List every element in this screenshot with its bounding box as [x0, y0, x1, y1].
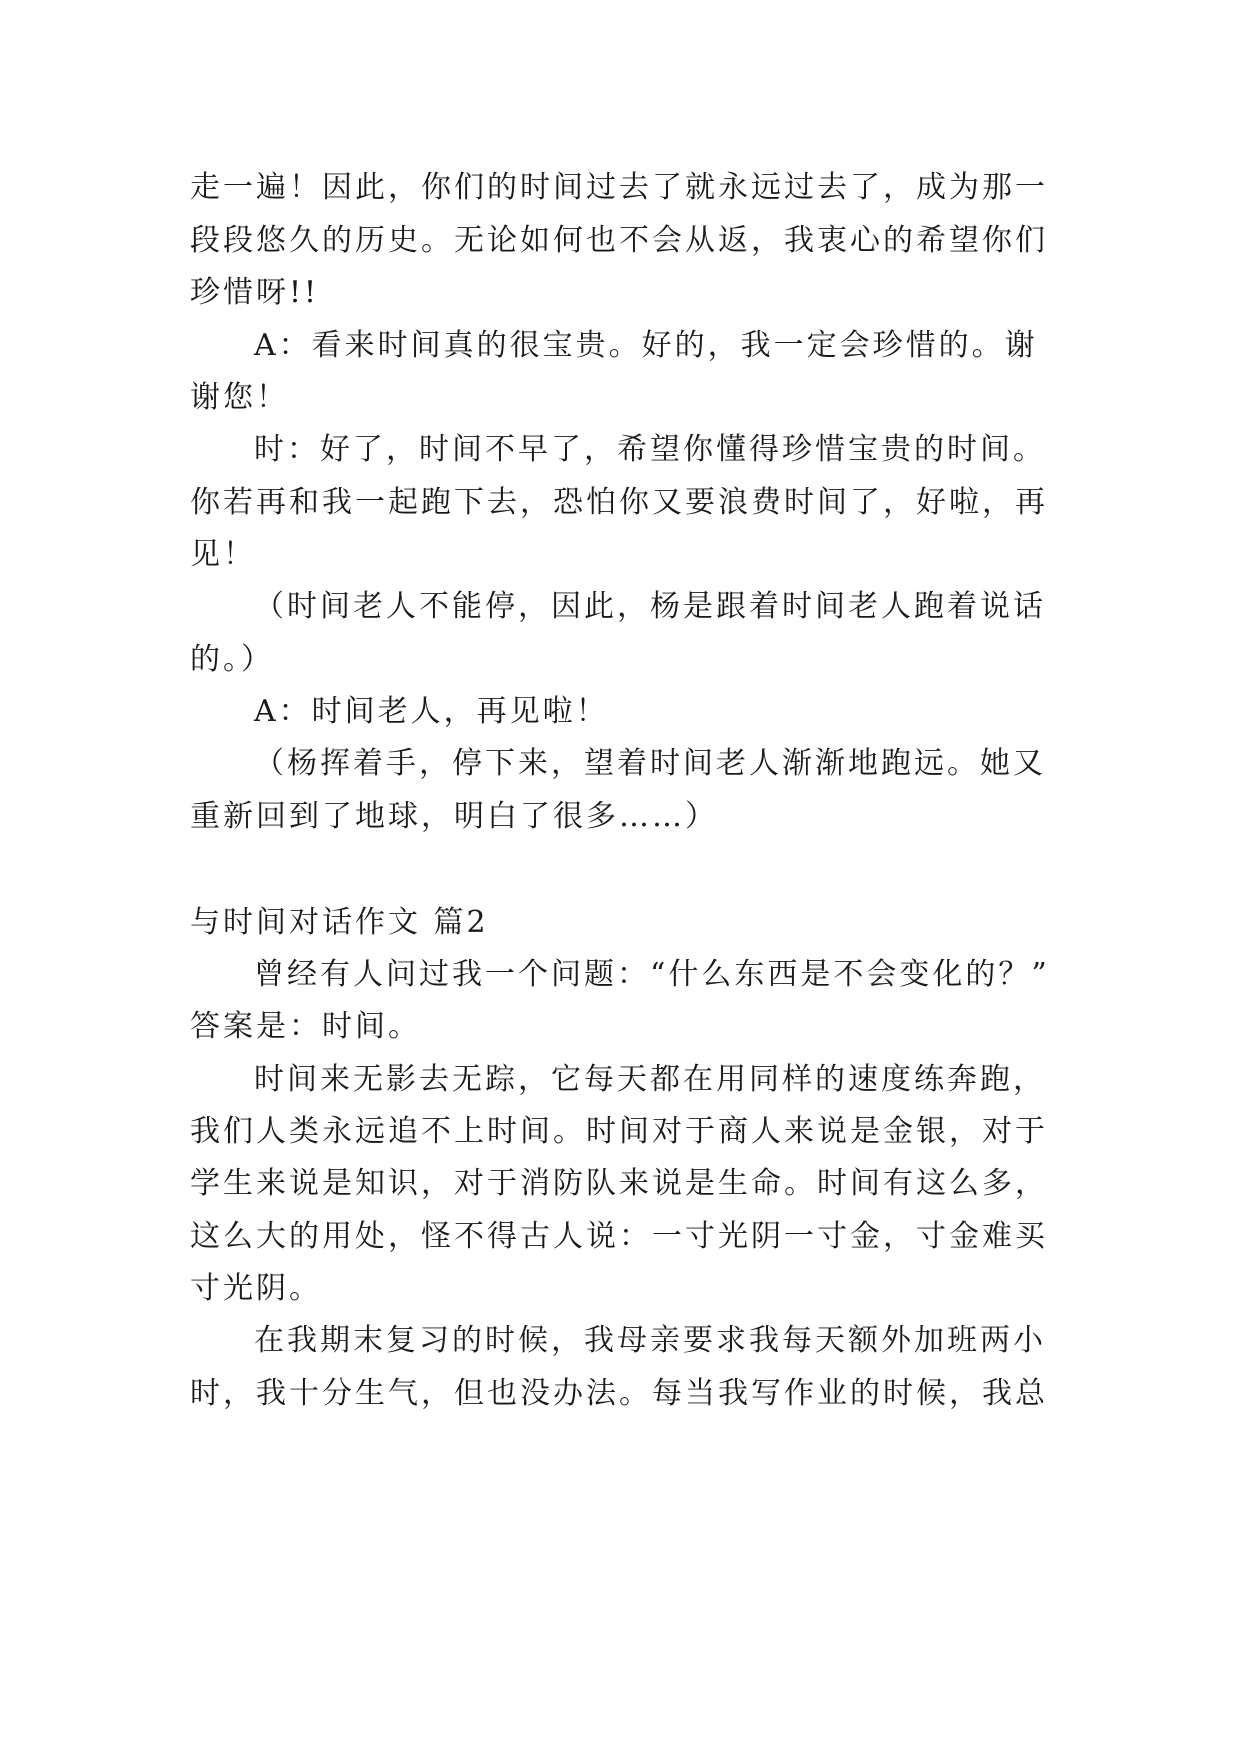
text-line: 段段悠久的历史。无论如何也不会从返，我衷心的希望你们	[190, 223, 1048, 258]
text-line: 珍惜呀!!	[190, 275, 320, 310]
text-line: 寸光阴。	[190, 1271, 322, 1306]
text-line: A：时间老人，再见啦！	[254, 694, 609, 729]
text-line: 谢您！	[190, 380, 289, 415]
text-line: 走一遍！因此，你们的时间过去了就永远过去了，成为那一	[190, 170, 1048, 205]
text-line: （杨挥着手，停下来，望着时间老人渐渐地跑远。她又	[254, 746, 1046, 781]
text-line: 这么大的用处，怪不得古人说：一寸光阴一寸金，寸金难买	[190, 1219, 1048, 1254]
text-line: 我们人类永远追不上时间。时间对于商人来说是金银，对于	[190, 1114, 1048, 1149]
text-line: 的。）	[190, 642, 274, 677]
text-line: 时，我十分生气，但也没办法。每当我写作业的时候，我总	[190, 1376, 1048, 1411]
text-line: A：看来时间真的很宝贵。好的，我一定会珍惜的。谢	[254, 328, 1038, 363]
text-line: 重新回到了地球，明白了很多……）	[190, 799, 718, 834]
text-line: 曾经有人问过我一个问题：“什么东西是不会变化的？”	[254, 957, 1050, 992]
text-line: 你若再和我一起跑下去，恐怕你又要浪费时间了，好啦，再	[190, 485, 1048, 520]
text-line: （时间老人不能停，因此，杨是跟着时间老人跑着说话	[254, 589, 1046, 624]
text-line: 答案是：时间。	[190, 1009, 421, 1044]
text-line: 学生来说是知识，对于消防队来说是生命。时间有这么多，	[190, 1166, 1048, 1201]
text-line: 在我期末复习的时候，我母亲要求我每天额外加班两小	[254, 1323, 1046, 1358]
text-line: 见！	[190, 537, 256, 572]
section-heading: 与时间对话作文 篇2	[190, 905, 489, 940]
text-line: 时：好了，时间不早了，希望你懂得珍惜宝贵的时间。	[254, 432, 1046, 467]
text-line: 时间来无影去无踪，它每天都在用同样的速度练奔跑，	[254, 1062, 1046, 1097]
